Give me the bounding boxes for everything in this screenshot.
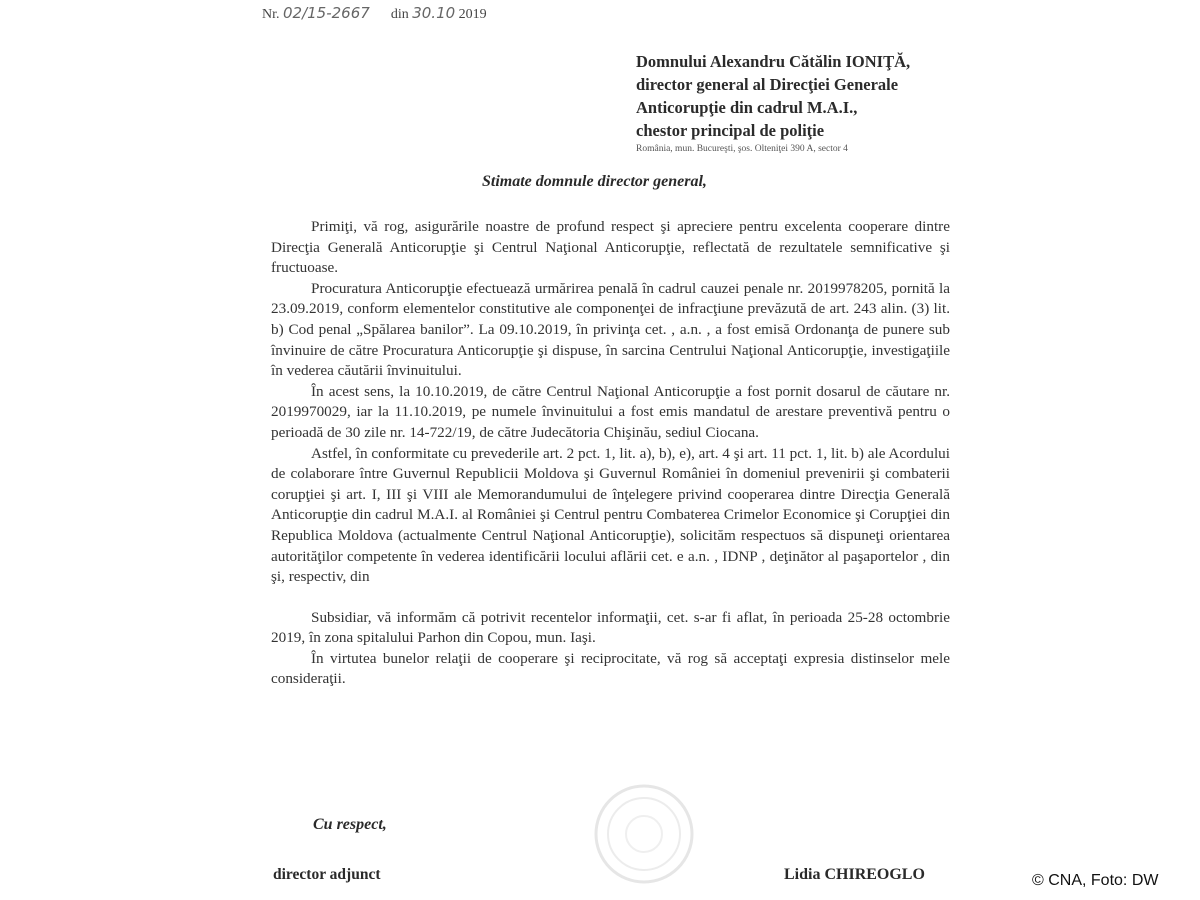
ref-year: 2019 [458,7,487,22]
ref-prefix: Nr. [262,7,280,22]
official-stamp-icon [592,782,696,886]
recipient-line-1: Domnului Alexandru Cătălin IONIŢĂ, [636,52,911,71]
paragraph-5: Subsidiar, vă informăm că potrivit recentelor informaţii, cet. s-ar fi aflat, în perioada 25-28 octombrie 2019, în zona spitalului Parhon din Copou, mun. Iaşi. [271,608,950,647]
signatory-name: Lidia CHIREOGLO [784,866,925,883]
paragraph-6: În virtutea bunelor relaţii de cooperare şi reciprocitate, vă rog să acceptaţi expresia distinselor mele consideraţii. [271,649,950,688]
recipient-line-3: Anticorupţie din cadrul M.A.I., [636,98,858,117]
recipient-line-4: chestor principal de poliţie [636,121,825,140]
recipient-block [636,50,966,155]
paragraph-2: Procuratura Anticorupţie efectuează urmărirea penală în cadrul cauzei penale nr. 2019978205, pornită la 23.09.2019, conform elementelor constitutive ale componenţei de infracţiune prevăzută de art. 243 alin. (3) lit. b) Cod penal „Spălarea banilor”. La 09.10.2019, în privinţa cet. , a.n. , a fost emisă Ordonanţa de punere sub învinuire de către Procuratura Anticorupţie şi dispuse, în sarcina Centrului Naţional Anticorupţie, investigaţiile în vederea căutării învinuitului. [271,279,950,380]
closing-phrase: Cu respect, [313,816,387,833]
paragraph-3: În acest sens, la 10.10.2019, de către Centrul Naţional Anticorupţie a fost pornit dosarul de căutare nr. 2019970029, iar la 11.10.2019, pe numele învinuitului a fost emis mandatul de arestare preventivă pentru o perioadă de 30 zile nr. 14-722/19, de către Judecătoria Chişinău, sediul Ciocana. [271,382,950,441]
ref-number: 02/15-2667 [283,4,370,22]
letter-body [271,217,950,690]
salutation: Stimate domnule director general, [482,173,707,190]
signatory-title: director adjunct [273,866,381,883]
recipient-address: România, mun. Bucureşti, şos. Olteniţei 390 A, sector 4 [636,144,848,154]
recipient-line-2: director general al Direcţiei Generale [636,75,899,94]
ref-date: 30.10 [412,4,456,22]
paragraph-4: Astfel, în conformitate cu prevederile art. 2 pct. 1, lit. a), b), e), art. 4 şi art. 11 pct. 1, lit. b) ale Acordului de colaborare între Guvernul Republicii Moldova şi Guvernul României în domeniul prevenirii şi combaterii corupţiei şi art. I, III şi VIII ale Memorandumului de înţelegere privind cooperarea dintre Direcţia Generală Anticorupţie din cadrul M.A.I. al României şi Centrul pentru Combaterea Crimelor Economice şi Corupţiei din Republica Moldova (actualmente Centrul Naţional Anticorupţie), solicităm respectuos să dispuneţi orientarea autorităţilor competente în vederea identificării locului aflării cet. e a.n. , IDNP , deţinător al paşaportelor , din şi, respectiv, din [271,444,950,586]
paragraph-1: Primiţi, vă rog, asigurările noastre de profund respect şi apreciere pentru excelenta cooperare dintre Direcţia Generală Anticorupţie şi Centrul Naţional Anticorupţie, reflectată de rezultatele semnificative şi fructuoase. [271,218,950,277]
reference-number [262,4,487,23]
photo-credit: © CNA, Foto: DW [1032,872,1159,889]
ref-din: din [390,7,409,22]
